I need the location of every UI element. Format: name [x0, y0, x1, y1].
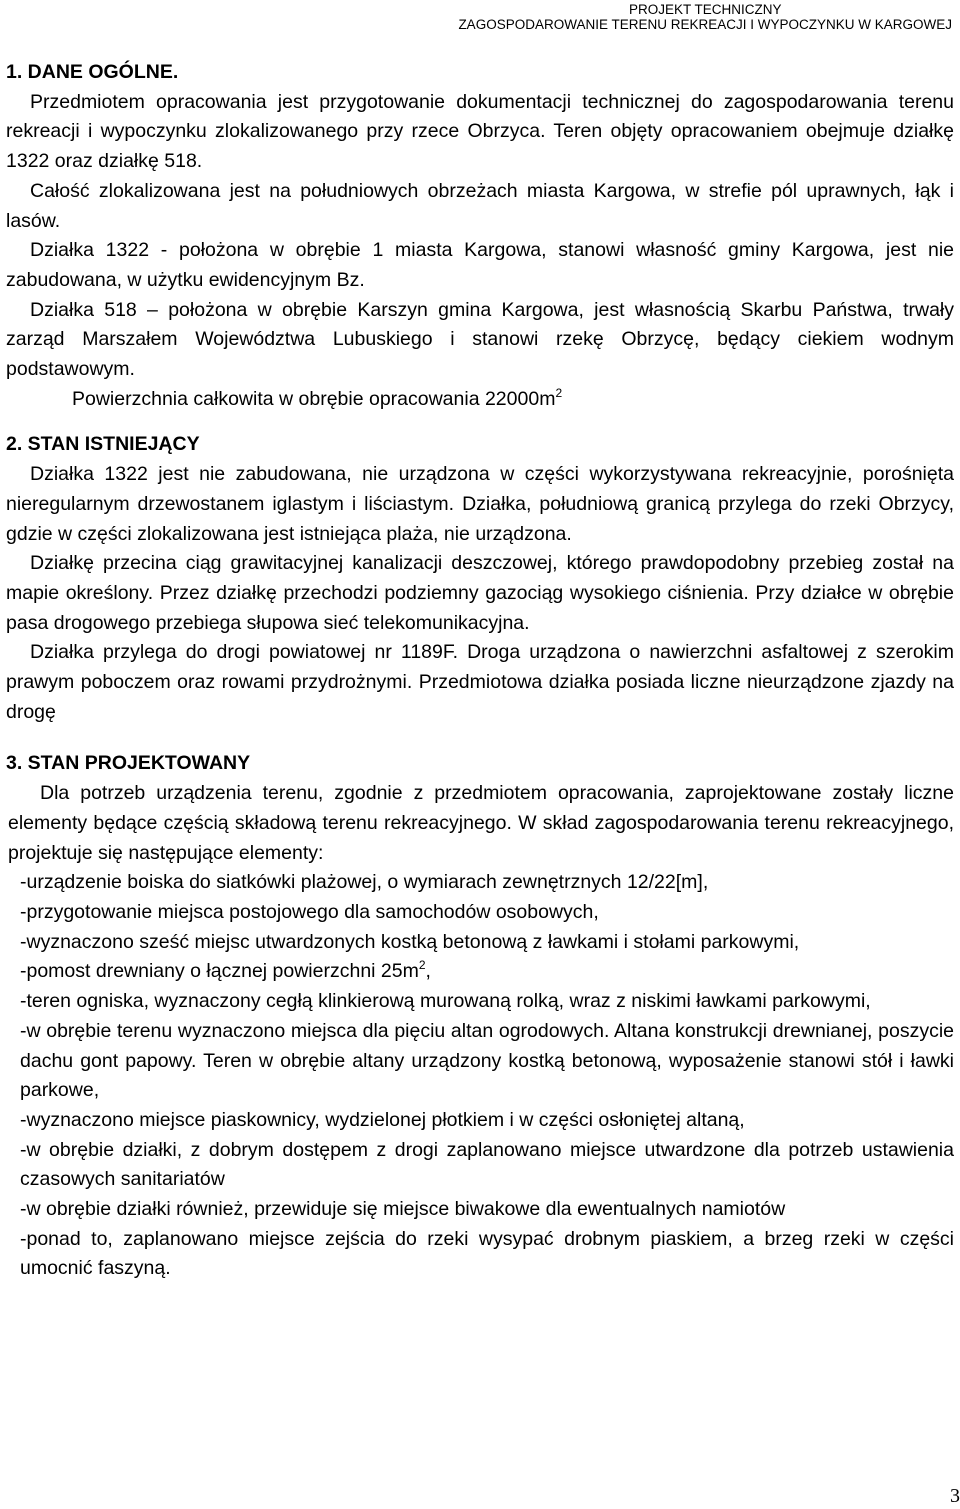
section-1-paragraph-3: Działka 1322 - położona w obrębie 1 miasta Kargowa, stanowi własność gminy Kargowa, jest nie zabudowana, w użytku ewidencyjnym Bz.	[6, 239, 954, 291]
pier-unit-exponent: 2	[418, 958, 426, 973]
list-item: -w obrębie terenu wyznaczono miejsca dla pięciu altan ogrodowych. Altana konstrukcji drewnianej, poszycie dachu gont papowy. Teren w obrębie altany urządzony kostką betonową, wyposażenie stanowi stół i ławki parkowe,	[20, 1019, 954, 1102]
header-project-title: ZAGOSPODAROWANIE TERENU REKREACJI I WYPOCZYNKU W KARGOWEJ	[458, 17, 952, 32]
header-project-type: PROJEKT TECHNICZNY	[628, 2, 782, 17]
total-area-text: Powierzchnia całkowita w obrębie opracowania 22000m	[72, 387, 556, 410]
list-item: -urządzenie boiska do siatkówki plażowej, o wymiarach zewnętrznych 12/22[m],	[20, 871, 709, 894]
list-item: -wyznaczono sześć miejsc utwardzonych kostką betonową z ławkami i stołami parkowymi,	[20, 930, 800, 953]
section-1-paragraph-2: Całość zlokalizowana jest na południowych obrzeżach miasta Kargowa, w strefie pól uprawnych, łąk i lasów.	[6, 179, 954, 232]
pier-tail: ,	[425, 960, 431, 983]
list-item: -w obrębie działki, z dobrym dostępem z drogi zaplanowano miejsce utwardzone dla potrzeb ustawienia czasowych sanitariatów	[20, 1138, 954, 1191]
section-2-paragraph-2: Działkę przecina ciąg grawitacyjnej kanalizacji deszczowej, którego prawdopodobny przebieg został na mapie określony. Przez działkę przechodzi podziemny gazociąg wysokiego ciśnienia. Przy działce w obrębie pasa drogowego przebiega słupowa sieć telekomunikacyjna.	[6, 552, 954, 634]
list-item: -przygotowanie miejsca postojowego dla samochodów osobowych,	[20, 900, 599, 923]
section-3-intro: Dla potrzeb urządzenia terenu, zgodnie z przedmiotem opracowania, zaprojektowane zostały liczne elementy będące częścią składową terenu rekreacyjnego. W skład zagospodarowania terenu rekreacyjnego, projektuje się następujące elementy:	[8, 782, 954, 864]
list-item: -ponad to, zaplanowano miejsce zejścia do rzeki wysypać drobnym piaskiem, a brzeg rzeki w części umocnić faszyną.	[20, 1227, 954, 1280]
list-item	[6, 957, 954, 987]
page-header	[458, 2, 952, 32]
list-item: -wyznaczono miejsce piaskownicy, wydzielonej płotkiem i w części osłoniętej altaną,	[20, 1108, 745, 1131]
list-item: -w obrębie działki również, przewiduje się miejsce biwakowe dla ewentualnych namiotów	[20, 1198, 786, 1221]
list-item: -teren ogniska, wyznaczony cegłą klinkierową murowaną rolką, wraz z niskimi ławkami parkowymi,	[20, 990, 871, 1013]
section-1-paragraph-1: Przedmiotem opracowania jest przygotowanie dokumentacji technicznej do zagospodarowania terenu rekreacji i wypoczynku zlokalizowanego przy rzece Obrzyca. Teren objęty opracowaniem obejmuje działkę 1322 oraz działkę 518.	[6, 90, 954, 173]
section-1-paragraph-4: Działka 518 – położona w obrębie Karszyn gmina Kargowa, jest własnością Skarbu Państwa, trwały zarząd Marszałem Województwa Lubuskiego i stanowi rzekę Obrzycę, będący ciekiem wodnym podstawowym.	[6, 298, 954, 381]
total-area-unit-exponent: 2	[555, 385, 563, 400]
total-area-line	[6, 385, 954, 415]
pier-text: -pomost drewniany o łącznej powierzchni 25m	[20, 960, 419, 983]
section-1-heading: 1. DANE OGÓLNE.	[6, 61, 179, 83]
section-3-heading: 3. STAN PROJEKTOWANY	[6, 752, 251, 775]
section-2-paragraph-3: Działka przylega do drogi powiatowej nr 1189F. Droga urządzona o nawierzchni asfaltowej z szerokim prawym poboczem oraz rowami przydrożnymi. Przedmiotowa działka posiada liczne nieurządzone zjazdy na drogę	[6, 641, 954, 723]
planned-elements-list	[6, 868, 954, 1284]
document-body	[6, 58, 954, 1284]
section-2-paragraph-1: Działka 1322 jest nie zabudowana, nie urządzona w części wykorzystywana rekreacyjnie, porośnięta nieregularnym drzewostanem iglastym i liściastym. Działka, południową granicą przylega do rzeki Obrzycy, gdzie w części zlokalizowana jest istniejąca plaża, nie urządzona.	[6, 463, 954, 545]
section-2-heading: 2. STAN ISTNIEJĄCY	[6, 433, 200, 456]
page-number: 3	[950, 1485, 960, 1507]
